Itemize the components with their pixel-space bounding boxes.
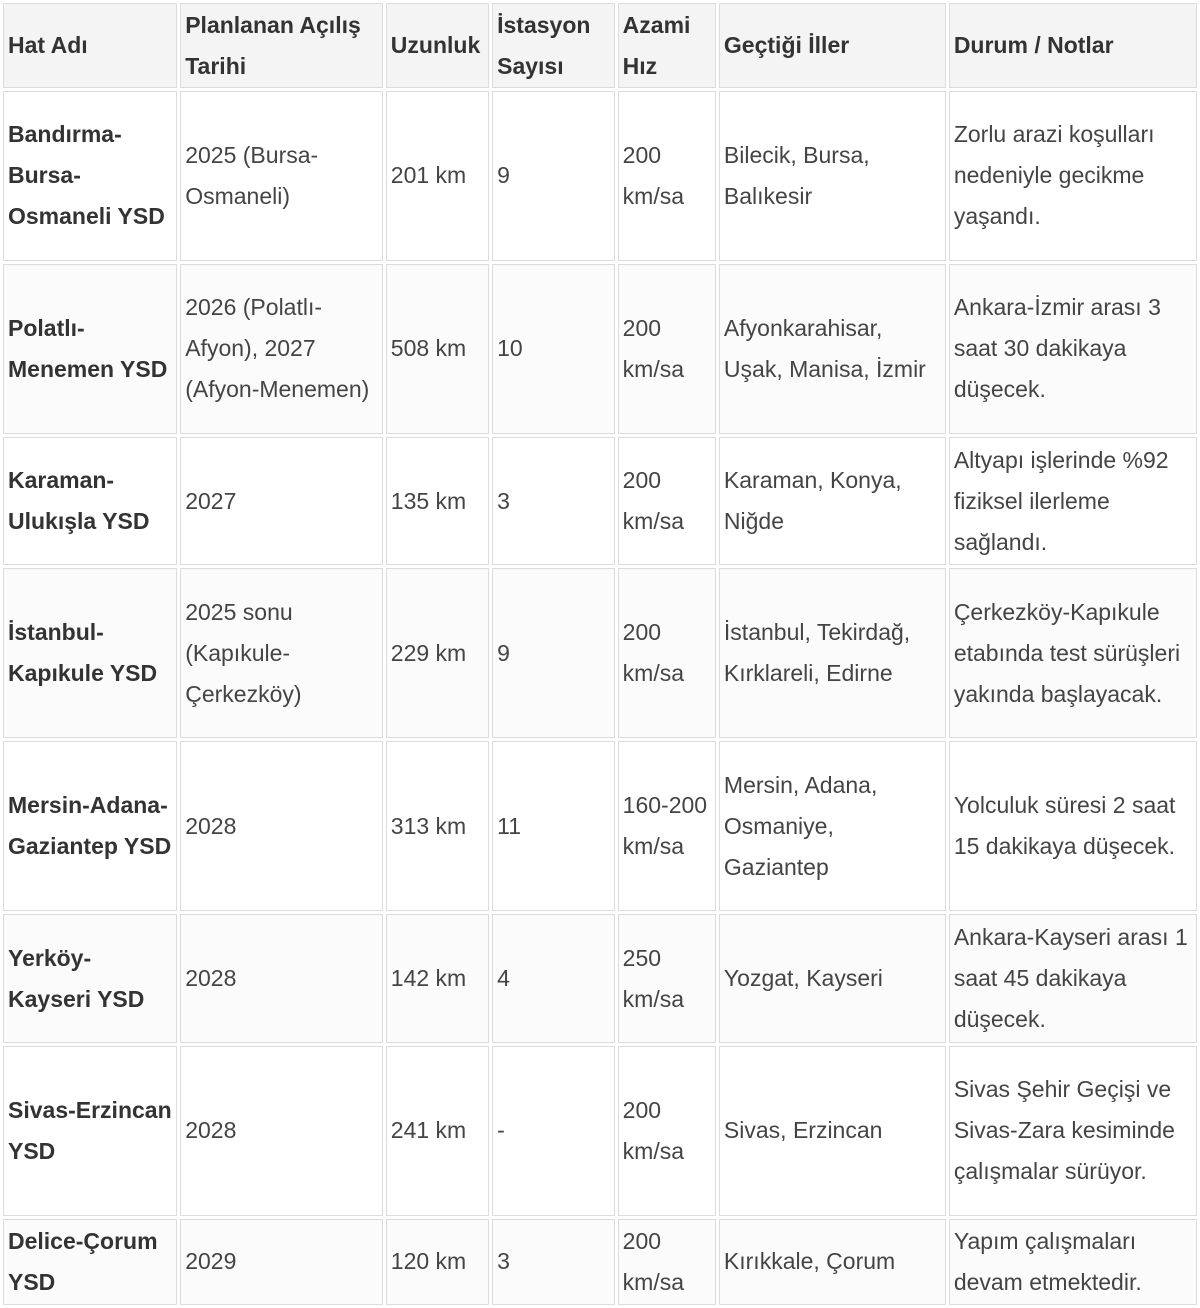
cell-provinces: Mersin, Adana, Osmaniye, Gaziantep [719, 741, 946, 911]
cell-provinces: Karaman, Konya, Niğde [719, 437, 946, 566]
cell-line-name: Karaman-Ulukışla YSD [3, 437, 177, 566]
cell-line-name: Mersin-Adana-Gaziantep YSD [3, 741, 177, 911]
cell-opening-date: 2027 [180, 437, 383, 566]
header-line-name: Hat Adı [3, 3, 177, 88]
cell-length: 313 km [386, 741, 489, 911]
cell-line-name: Sivas-Erzincan YSD [3, 1046, 177, 1216]
table-header-row [3, 3, 1197, 88]
table-row [3, 568, 1197, 738]
cell-station-count: 9 [492, 568, 615, 738]
table-row [3, 1046, 1197, 1216]
cell-opening-date: 2026 (Polatlı-Afyon), 2027 (Afyon-Menemen) [180, 264, 383, 434]
cell-opening-date: 2029 [180, 1219, 383, 1305]
cell-station-count: 11 [492, 741, 615, 911]
cell-provinces: Bilecik, Bursa, Balıkesir [719, 91, 946, 261]
cell-station-count: 4 [492, 914, 615, 1043]
cell-length: 201 km [386, 91, 489, 261]
cell-max-speed: 200 km/sa [618, 91, 716, 261]
header-notes: Durum / Notlar [949, 3, 1197, 88]
cell-length: 229 km [386, 568, 489, 738]
header-length: Uzunluk [386, 3, 489, 88]
cell-provinces: Kırıkkale, Çorum [719, 1219, 946, 1305]
cell-max-speed: 200 km/sa [618, 568, 716, 738]
table-row [3, 264, 1197, 434]
cell-notes: Sivas Şehir Geçişi ve Sivas-Zara kesiminde çalışmalar sürüyor. [949, 1046, 1197, 1216]
cell-station-count: 3 [492, 1219, 615, 1305]
cell-max-speed: 200 km/sa [618, 1219, 716, 1305]
cell-notes: Altyapı işlerinde %92 fiziksel ilerleme sağlandı. [949, 437, 1197, 566]
cell-line-name: Delice-Çorum YSD [3, 1219, 177, 1305]
cell-opening-date: 2028 [180, 914, 383, 1043]
cell-length: 241 km [386, 1046, 489, 1216]
table-row [3, 741, 1197, 911]
cell-opening-date: 2025 sonu (Kapıkule-Çerkezköy) [180, 568, 383, 738]
table-row [3, 437, 1197, 566]
cell-max-speed: 160-200 km/sa [618, 741, 716, 911]
cell-notes: Çerkezköy-Kapıkule etabında test sürüşleri yakında başlayacak. [949, 568, 1197, 738]
cell-provinces: İstanbul, Tekirdağ, Kırklareli, Edirne [719, 568, 946, 738]
header-max-speed: Azami Hız [618, 3, 716, 88]
cell-max-speed: 250 km/sa [618, 914, 716, 1043]
cell-max-speed: 200 km/sa [618, 1046, 716, 1216]
cell-provinces: Afyonkarahisar, Uşak, Manisa, İzmir [719, 264, 946, 434]
cell-line-name: Yerköy-Kayseri YSD [3, 914, 177, 1043]
cell-provinces: Yozgat, Kayseri [719, 914, 946, 1043]
cell-notes: Yolculuk süresi 2 saat 15 dakikaya düşecek. [949, 741, 1197, 911]
cell-line-name: İstanbul-Kapıkule YSD [3, 568, 177, 738]
cell-station-count: 9 [492, 91, 615, 261]
table-row [3, 1219, 1197, 1305]
cell-opening-date: 2025 (Bursa-Osmaneli) [180, 91, 383, 261]
cell-notes: Zorlu arazi koşulları nedeniyle gecikme yaşandı. [949, 91, 1197, 261]
cell-station-count: - [492, 1046, 615, 1216]
cell-station-count: 3 [492, 437, 615, 566]
cell-station-count: 10 [492, 264, 615, 434]
table-row [3, 914, 1197, 1043]
cell-max-speed: 200 km/sa [618, 264, 716, 434]
header-station-count: İstasyon Sayısı [492, 3, 615, 88]
cell-opening-date: 2028 [180, 1046, 383, 1216]
table-row [3, 91, 1197, 261]
cell-notes: Yapım çalışmaları devam etmektedir. [949, 1219, 1197, 1305]
cell-notes: Ankara-Kayseri arası 1 saat 45 dakikaya düşecek. [949, 914, 1197, 1043]
cell-length: 142 km [386, 914, 489, 1043]
cell-max-speed: 200 km/sa [618, 437, 716, 566]
header-opening-date: Planlanan Açılış Tarihi [180, 3, 383, 88]
cell-length: 135 km [386, 437, 489, 566]
cell-line-name: Bandırma-Bursa-Osmaneli YSD [3, 91, 177, 261]
header-provinces: Geçtiği İller [719, 3, 946, 88]
cell-opening-date: 2028 [180, 741, 383, 911]
cell-line-name: Polatlı-Menemen YSD [3, 264, 177, 434]
cell-provinces: Sivas, Erzincan [719, 1046, 946, 1216]
cell-length: 120 km [386, 1219, 489, 1305]
cell-notes: Ankara-İzmir arası 3 saat 30 dakikaya düşecek. [949, 264, 1197, 434]
cell-length: 508 km [386, 264, 489, 434]
